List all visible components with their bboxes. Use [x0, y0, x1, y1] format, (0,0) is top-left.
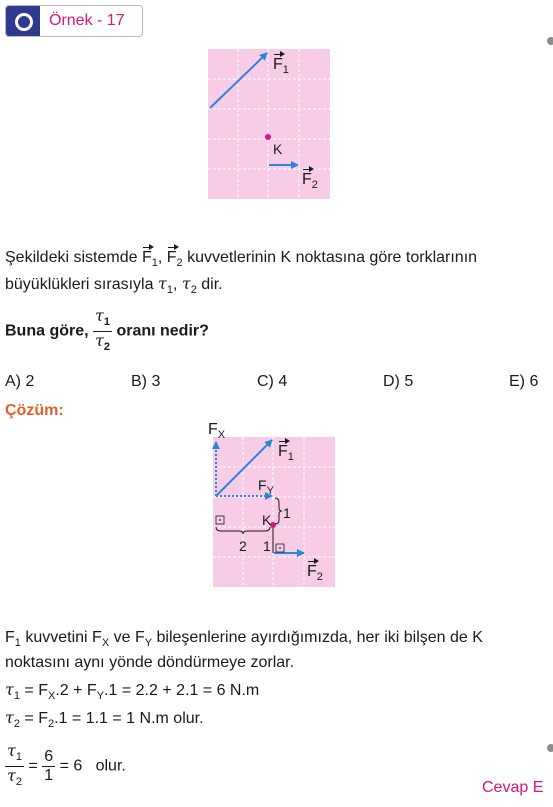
- solution-line-2: noktasını aynı yönde döndürmeye zorlar.: [5, 654, 295, 671]
- arm-1b-label: 1: [263, 538, 271, 554]
- f1-label-2: $F_1$: [278, 443, 294, 463]
- point-k: [265, 134, 271, 140]
- page-edge-dot-icon: [547, 37, 553, 45]
- f2-label: $F_2$: [302, 171, 318, 191]
- solution-title: Çözüm:: [5, 402, 64, 419]
- fx-label: $F_X$: [208, 421, 226, 441]
- solution-line-1: $F_1$ kuvvetini $F_X$ ve $F_Y$ bileşenlerine ayırdığımızda, her iki bilşen de K: [5, 629, 483, 649]
- question-ask: Buna göre, $\frac{\tau_1}{\tau_2}$ oranı nedir?: [5, 306, 209, 353]
- answer-label: Cevap E: [482, 779, 544, 796]
- arm-1-label: 1: [283, 505, 291, 521]
- k-label: K: [273, 141, 283, 157]
- right-angle-dot: [219, 519, 221, 521]
- choice-d: D) 5: [383, 373, 414, 390]
- question-line-2: büyüklükleri sırasıyla $\tau_1$, $\tau_2$ dir.: [5, 274, 223, 296]
- header-badge: [6, 6, 40, 36]
- fy-label: $F_Y$: [258, 477, 274, 497]
- example-header: [5, 5, 143, 37]
- f1-label: $F_1$: [273, 56, 289, 76]
- ring-icon: [15, 13, 33, 31]
- f2-label-2: $F_2$: [307, 563, 323, 583]
- choice-b: B) 3: [131, 373, 161, 390]
- ratio-equation: $\frac{\tau_1}{\tau_2}$ = $\frac{6}{1}$ = 6 olur.: [7, 741, 126, 788]
- k-label-2: K: [262, 512, 272, 528]
- choice-c: C) 4: [257, 373, 288, 390]
- torque-1-equation: $\tau_1 = F_X.2 + F_Y.1 = 2.2 + 2.1 = 6$ N.m: [5, 680, 260, 702]
- torque-2-equation: $\tau_2 = F_2.1 = 1.1 = 1$ N.m olur.: [5, 708, 204, 730]
- choice-a: A) 2: [5, 373, 35, 390]
- page-edge-dot-icon: [547, 744, 553, 752]
- choice-e: E) 6: [509, 373, 539, 390]
- question-line-1: Şekildeki sistemde $F_1$, $F_2$ kuvvetlerinin K noktasına göre torklarının: [5, 249, 478, 269]
- example-title: Örnek - 17: [49, 12, 125, 29]
- arm-2-label: 2: [239, 538, 247, 554]
- right-angle-dot: [279, 547, 281, 549]
